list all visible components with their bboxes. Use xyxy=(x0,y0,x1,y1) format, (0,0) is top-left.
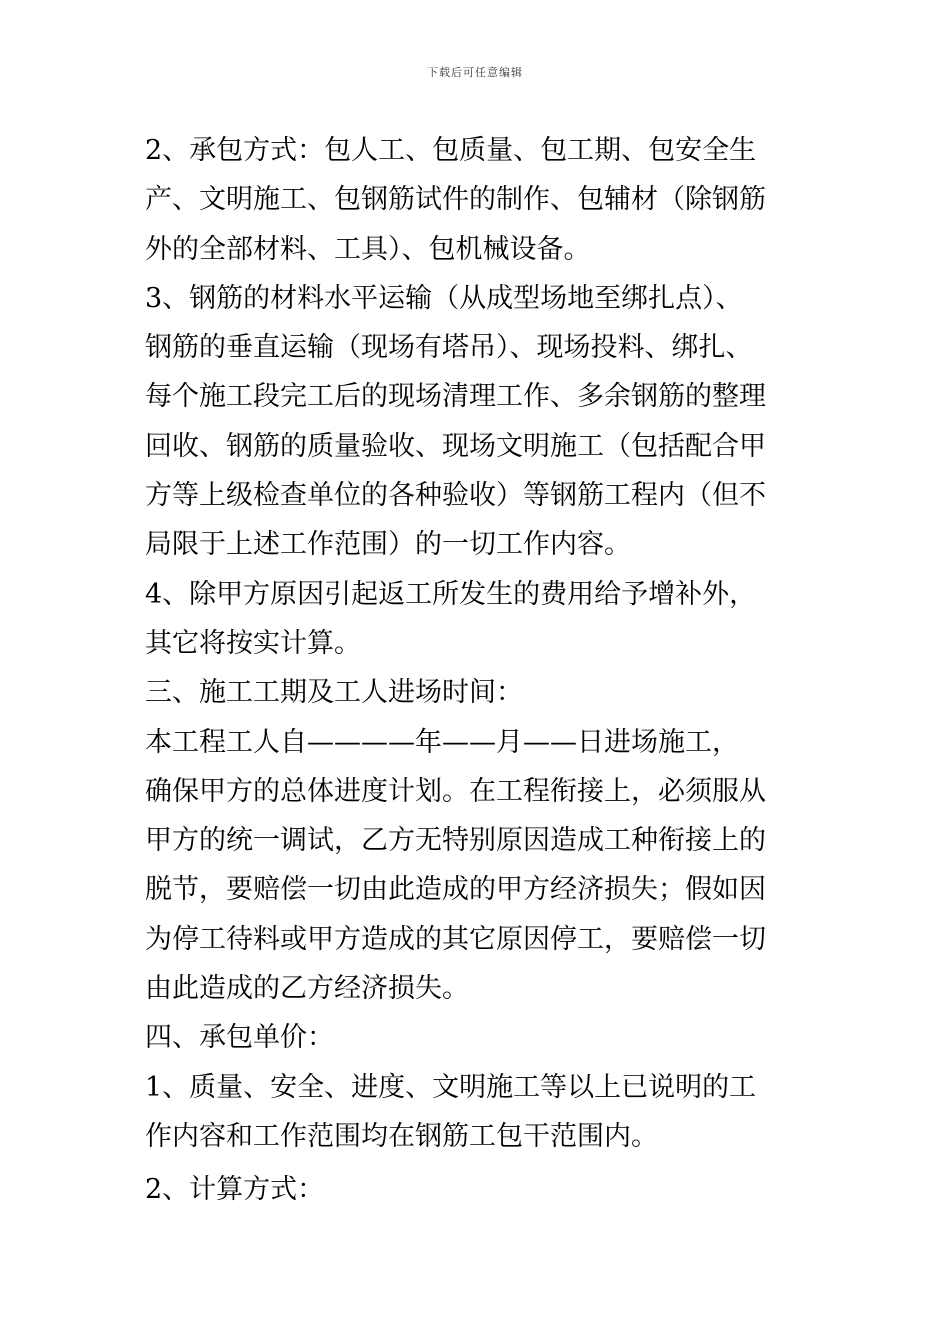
text-line: 为停工待料或甲方造成的其它原因停工，要赔偿一切 xyxy=(145,923,766,955)
text-line: 1、质量、安全、进度、文明施工等以上已说明的工 xyxy=(145,1071,757,1103)
section-heading: 四、承包单价： xyxy=(145,1022,334,1054)
document-body xyxy=(145,126,810,1215)
text-line: 其它将按实计算。 xyxy=(145,627,361,659)
section-heading: 三、施工工期及工人进场时间： xyxy=(145,677,523,709)
text-line: 产、文明施工、包钢筋试件的制作、包辅材（除钢筋 xyxy=(145,184,766,216)
text-line: 局限于上述工作范围）的一切工作内容。 xyxy=(145,529,631,561)
text-line: 确保甲方的总体进度计划。在工程衔接上，必须服从 xyxy=(145,775,766,807)
text-line: 本工程工人自————年——月——日进场施工， xyxy=(145,726,739,758)
text-line: 每个施工段完工后的现场清理工作、多余钢筋的整理 xyxy=(145,381,766,413)
text-line: 4、除甲方原因引起返工所发生的费用给予增补外， xyxy=(145,578,757,610)
text-line: 2、计算方式： xyxy=(145,1174,325,1206)
text-line: 由此造成的乙方经济损失。 xyxy=(145,973,469,1005)
text-line: 作内容和工作范围均在钢筋工包干范围内。 xyxy=(145,1120,658,1152)
text-line: 外的全部材料、工具）、包机械设备。 xyxy=(145,233,591,265)
text-line: 方等上级检查单位的各种验收）等钢筋工程内（但不 xyxy=(145,480,766,512)
text-line: 脱节，要赔偿一切由此造成的甲方经济损失；假如因 xyxy=(145,874,766,906)
text-line: 回收、钢筋的质量验收、现场文明施工（包括配合甲 xyxy=(145,430,766,462)
text-line: 3、钢筋的材料水平运输（从成型场地至绑扎点）、 xyxy=(145,282,743,314)
page-header: 下载后可任意编辑 xyxy=(427,66,523,79)
text-line: 甲方的统一调试，乙方无特别原因造成工种衔接上的 xyxy=(145,825,766,857)
text-line: 钢筋的垂直运输（现场有塔吊）、现场投料、绑扎、 xyxy=(145,332,753,364)
text-line: 2、承包方式：包人工、包质量、包工期、包安全生 xyxy=(145,135,757,166)
